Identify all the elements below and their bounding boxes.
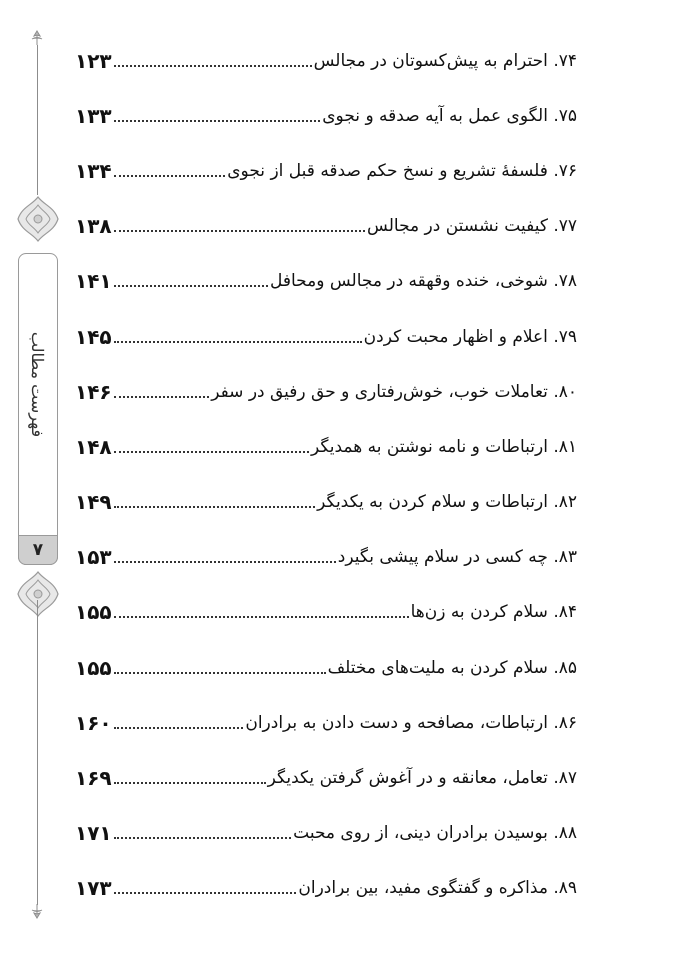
toc-entry-text: مذاکره و گفتگوی مفید، بین برادران (298, 878, 548, 899)
toc-title (298, 878, 577, 898)
arabesque-ornament-icon (14, 570, 62, 618)
toc-entry-text: ارتباطات و نامه نوشتن به همدیگر (310, 436, 548, 457)
toc-entry[interactable] (75, 585, 577, 640)
toc-title (268, 768, 577, 788)
toc-entry-number: ۷۷. (553, 216, 577, 237)
toc-entry[interactable] (75, 419, 577, 474)
toc-title (211, 382, 577, 402)
toc-title (311, 437, 577, 457)
toc-entry-number: ۸۴. (553, 602, 577, 623)
toc-entry[interactable] (75, 309, 577, 364)
toc-entry-number: ۷۶. (553, 160, 577, 181)
toc-entry[interactable] (75, 750, 577, 805)
toc-page-number: ۱۲۳ (75, 48, 112, 73)
margin-rule-top (37, 45, 38, 195)
toc-page-number: ۱۴۶ (75, 379, 112, 404)
toc-page-number: ۱۴۵ (75, 324, 112, 349)
fleur-finial-icon (29, 903, 45, 919)
toc-page-number: ۱۶۹ (75, 766, 112, 791)
dot-leader (114, 285, 268, 287)
toc-entry-text: شوخی، خنده وقهقه در مجالس ومحافل (269, 271, 548, 292)
section-title-vertical: فهرست مطالب (28, 331, 48, 437)
toc-entry-text: تعاملات خوب، خوش‌رفتاری و حق رفیق در سفر (211, 381, 548, 402)
toc-page-number: ۱۵۵ (75, 655, 112, 680)
toc-entry-number: ۷۵. (553, 105, 577, 126)
toc-entry-number: ۸۳. (553, 547, 577, 568)
toc-entry-text: ارتباطات و سلام کردن به یکدیگر (317, 492, 548, 513)
toc-entry[interactable] (75, 88, 577, 143)
toc-page-number: ۱۵۳ (75, 545, 112, 570)
toc-entry-number: ۸۷. (553, 768, 577, 789)
dot-leader (114, 561, 336, 563)
toc-entry-number: ۷۴. (553, 50, 577, 71)
toc-entry[interactable] (75, 254, 577, 309)
dot-leader (114, 782, 266, 784)
toc-entry-number: ۸۲. (553, 492, 577, 513)
toc-entry-number: ۸۶. (553, 712, 577, 733)
dot-leader (114, 120, 321, 122)
dot-leader (114, 892, 297, 894)
toc-entry-text: تعامل، معانقه و در آغوش گرفتن یکدیگر (267, 768, 548, 789)
toc-entry-number: ۸۸. (553, 823, 577, 844)
toc-title (338, 547, 577, 567)
toc-page-number: ۱۷۱ (75, 821, 112, 846)
toc-entry[interactable] (75, 530, 577, 585)
page-number-badge: ۷ (18, 535, 58, 565)
toc-title (293, 823, 577, 843)
dot-leader (114, 672, 326, 674)
toc-entry[interactable] (75, 475, 577, 530)
toc-entry-number: ۸۵. (553, 657, 577, 678)
toc-entry[interactable] (75, 199, 577, 254)
dot-leader (114, 175, 226, 177)
toc-entry-text: الگوی عمل به آیه صدقه و نجوی (322, 105, 548, 126)
section-side-tab (18, 253, 58, 565)
toc-title (364, 327, 577, 347)
toc-entry[interactable] (75, 861, 577, 916)
toc-page-number: ۱۴۱ (75, 269, 112, 294)
toc-title (245, 713, 577, 733)
dot-leader (114, 341, 362, 343)
toc-page-number: ۱۳۳ (75, 103, 112, 128)
toc-entry-text: سلام کردن به ملیت‌های مختلف (327, 657, 548, 678)
toc-entry[interactable] (75, 364, 577, 419)
toc-title (322, 106, 577, 126)
toc-title (328, 658, 577, 678)
dot-leader (114, 727, 244, 729)
toc-entry[interactable] (75, 143, 577, 198)
toc-entry-number: ۸۹. (553, 878, 577, 899)
toc-title (411, 602, 577, 622)
toc-page-number: ۱۴۸ (75, 434, 112, 459)
toc-entry-text: کیفیت نشستن در مجالس (367, 216, 548, 237)
toc-entry-number: ۷۸. (553, 271, 577, 292)
fleur-finial-icon (29, 30, 45, 46)
toc-entry[interactable] (75, 806, 577, 861)
toc-entry-number: ۸۱. (553, 436, 577, 457)
toc-entry-text: چه کسی در سلام پیشی بگیرد (337, 547, 548, 568)
dot-leader (114, 837, 292, 839)
dot-leader (114, 506, 316, 508)
toc-title (270, 271, 577, 291)
toc-entry-text: اعلام و اظهار محبت کردن (363, 326, 548, 347)
dot-leader (114, 451, 309, 453)
toc-entry-text: فلسفهٔ تشریع و نسخ حکم صدقه قبل از نجوی (227, 160, 548, 181)
toc-page-number: ۱۴۹ (75, 490, 112, 515)
toc-entry[interactable] (75, 695, 577, 750)
toc-title (314, 51, 577, 71)
table-of-contents (75, 33, 577, 916)
toc-title (317, 492, 577, 512)
toc-title (227, 161, 577, 181)
dot-leader (114, 396, 210, 398)
dot-leader (114, 65, 312, 67)
dot-leader (114, 230, 365, 232)
toc-entry-text: بوسیدن برادران دینی، از روی محبت (293, 823, 548, 844)
toc-page-number: ۱۵۵ (75, 600, 112, 625)
toc-page-number: ۱۳۴ (75, 158, 112, 183)
toc-entry-text: ارتباطات، مصافحه و دست دادن به برادران (245, 712, 548, 733)
toc-page-number: ۱۶۰ (75, 710, 112, 735)
toc-entry-text: احترام به پیش‌کسوتان در مجالس (313, 50, 548, 71)
toc-page-number: ۱۷۳ (75, 876, 112, 901)
toc-entry[interactable] (75, 640, 577, 695)
toc-entry[interactable] (75, 33, 577, 88)
page-margin-decoration (0, 0, 70, 970)
toc-entry-text: سلام کردن به زن‌ها (410, 602, 548, 623)
toc-title (367, 216, 577, 236)
margin-rule-bottom (37, 600, 38, 905)
toc-page-number: ۱۳۸ (75, 214, 112, 239)
toc-entry-number: ۷۹. (553, 326, 577, 347)
dot-leader (114, 616, 409, 618)
toc-entry-number: ۸۰. (553, 381, 577, 402)
arabesque-ornament-icon (14, 195, 62, 243)
